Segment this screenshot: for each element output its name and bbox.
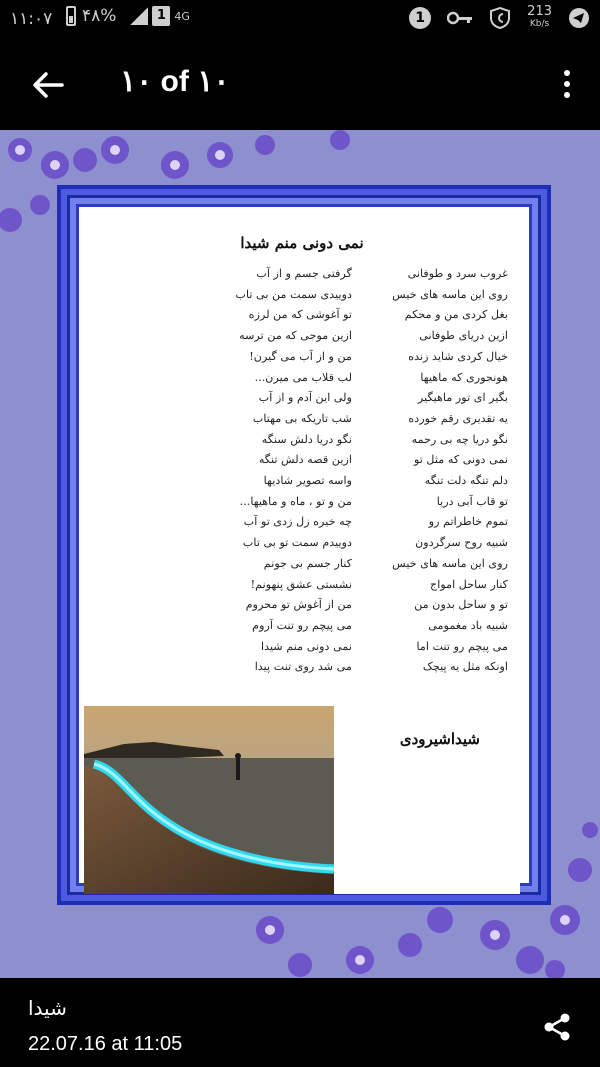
poem-document [84, 210, 520, 894]
key-icon [447, 11, 473, 25]
poem-line: نمی دونی که مثل تو [413, 453, 508, 467]
poem-line: می پیچم رو تنت اما [416, 639, 508, 653]
bottom-bar [0, 978, 600, 1067]
poem-line: من و تو ، ماه و ماهیها... [239, 494, 352, 508]
poem-line: من و از آب می گیرن! [249, 349, 352, 363]
page-title: ۱۰ of ۱۰ [120, 65, 230, 98]
poem-line: گرفتی جسم و از آب [256, 267, 352, 280]
speed-value: 213 [527, 4, 552, 19]
poem-line: شب تاریکه بی مهتاب [252, 411, 352, 425]
poem-line: دلم تنگه دلت تنگه [424, 474, 508, 488]
poem-line: غروب سرد و طوفانی [407, 267, 508, 280]
poem-line: لب قلاب می میرن... [254, 370, 352, 384]
poem-line: روی این ماسه های خیس [392, 287, 508, 301]
telegram-icon [568, 7, 590, 29]
status-right-icons [409, 5, 590, 31]
poem-line: هونجوری که ماهیها [420, 370, 508, 384]
poem-line: دوییدی سمت من بی تاب [235, 287, 352, 301]
poem-line: تموم خاطراتم رو [428, 515, 508, 529]
poem-line: چه خیره زل زدی تو آب [243, 515, 352, 529]
poem-line: من از آغوش تو محروم [245, 598, 352, 612]
poem-line: می پیچم رو تنت آروم [252, 618, 352, 632]
poem-line: دوییدم سمت تو بی تاب [242, 536, 352, 550]
poem-line: تو و ساحل بدون من [414, 598, 508, 612]
poem-left-column [220, 264, 352, 678]
poem-line: تو آغوشی که من لرزه [248, 308, 352, 322]
status-bar [0, 0, 600, 40]
poem-line: ازین موجی که من ترسه [239, 329, 352, 343]
share-icon[interactable] [542, 1012, 572, 1042]
poem-line: اونکه مثل یه پیچک [422, 660, 508, 674]
poet-signature: شیداشیرودی [399, 730, 480, 748]
poem-line: روی این ماسه های خیس [392, 556, 508, 570]
poem-line: نمی دونی منم شیدا [261, 639, 352, 653]
image-caption: شیدا [28, 996, 67, 1020]
poem-line: نگو دریا چه بی رحمه [411, 432, 508, 446]
battery-icon [66, 6, 76, 26]
beach-photo [84, 706, 334, 894]
poem-line: شبیه باد مغمومی [428, 618, 508, 632]
app-bar [0, 40, 600, 130]
poem-line: یه تقدیری رقم خورده [408, 411, 508, 425]
poem-line: ازین قصه دلش تنگه [258, 453, 352, 467]
poem-line: خیال کردی شاید زنده [408, 349, 508, 363]
poem-line: تو قاب آبی دریا [436, 494, 508, 508]
poem-right-column [376, 264, 508, 678]
battery-percent: ۴۸% [82, 6, 117, 26]
poem-title: نمی دونی منم شیدا [240, 234, 364, 252]
poem-line: بگیر ای تور ماهیگیر [417, 391, 508, 405]
shield-icon [489, 6, 511, 30]
image-date: 22.07.16 at 11:05 [28, 1033, 183, 1055]
poem-line: واسه تصویر شادیها [263, 474, 352, 488]
more-options-icon[interactable] [564, 70, 572, 103]
network-speed [527, 5, 552, 31]
poem-line: بغل کردی من و محکم [404, 308, 508, 322]
poem-line: شبیه روح سرگردون [415, 536, 508, 550]
network-type: 4G [174, 9, 190, 23]
notification-count-icon: 1 [409, 7, 431, 29]
poem-line: کنار جسم بی جونم [263, 556, 352, 570]
status-left-icons [66, 6, 190, 26]
poem-line: ازین دریای طوفانی [419, 329, 508, 343]
speed-unit: Kb/s [529, 19, 550, 29]
status-time: ۱۱:۰۷ [10, 9, 53, 29]
poem-line: نگو دریا دلش سنگه [261, 432, 352, 446]
signal-icon [130, 7, 148, 25]
sim-icon: 1 [152, 6, 170, 26]
image-viewer[interactable] [0, 130, 600, 978]
poem-line: می شد روی تنت پیدا [254, 660, 352, 674]
poem-line: کنار ساحل امواج [429, 577, 508, 591]
poem-line: ولی این آدم و از آب [258, 391, 352, 405]
poem-line: نشستی عشق پنهونم! [250, 577, 352, 591]
back-arrow-icon[interactable] [28, 65, 68, 105]
